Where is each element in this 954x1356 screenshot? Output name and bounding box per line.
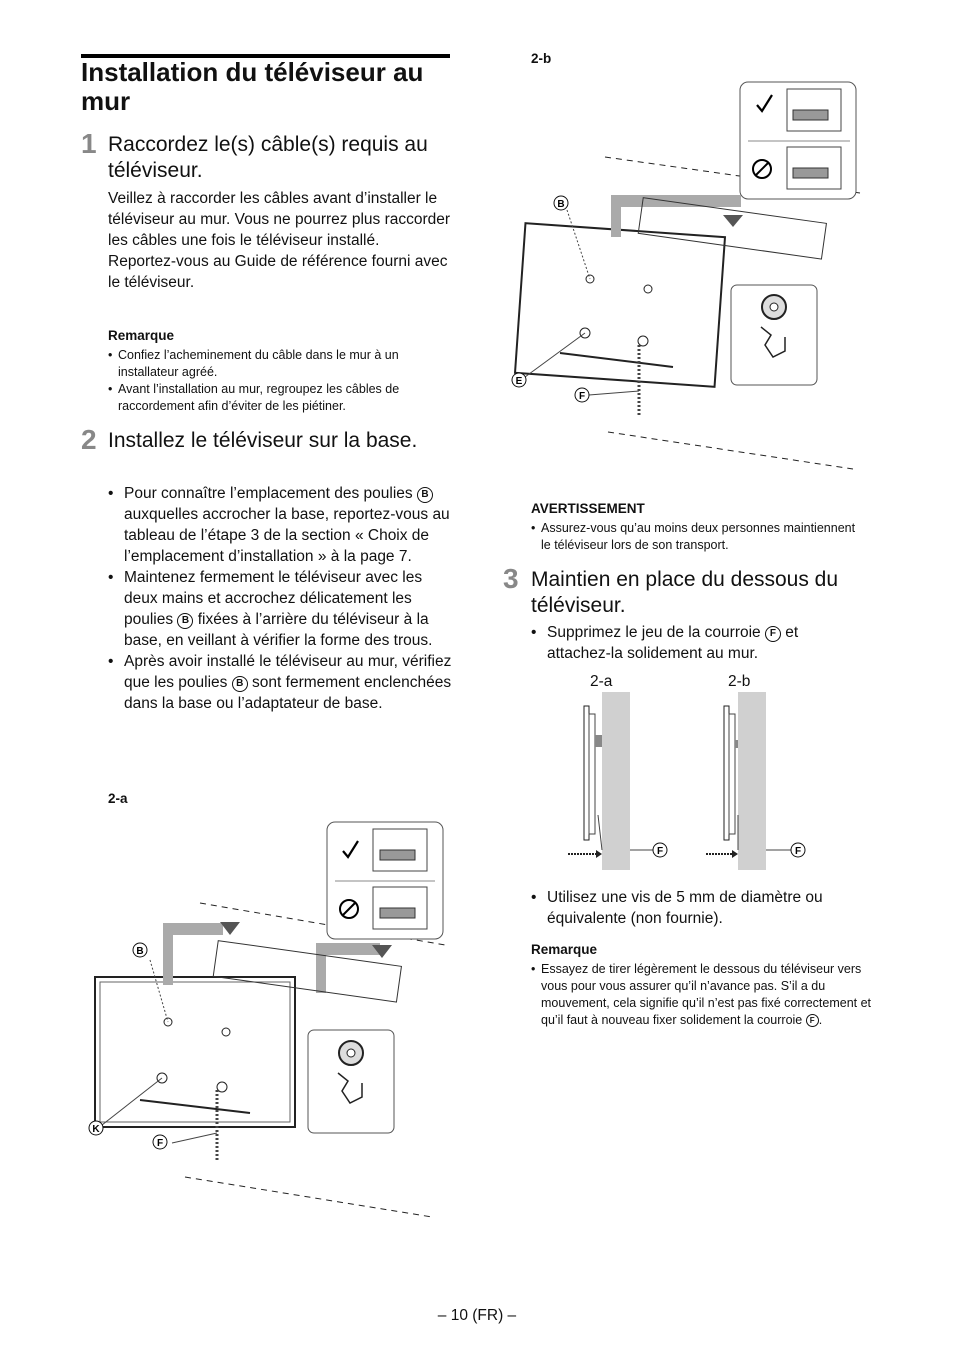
letter-f-badge: F [806, 1014, 819, 1027]
side-view-label-2b: 2-b [728, 673, 751, 690]
callout-f: F [578, 391, 586, 402]
letter-b-badge: B [177, 613, 193, 629]
callout-f: F [156, 1138, 164, 1149]
step-3-note-item: • Essayez de tirer légèrement le dessous du téléviseur vers vous pour vous assurer qu’il n’avance pas. S’il a du mouvement, cela signifie qu’il n’est pas fixé correctement et qu’il faut à nouveau fixer solidement la courroie F . [531, 961, 873, 1029]
figure-2b-illustration [505, 75, 870, 475]
callout-k: K [92, 1124, 100, 1135]
side-view-label-2a: 2-a [590, 673, 613, 690]
step-1-text-2: Reportez-vous au Guide de référence fourni avec le téléviseur. [108, 253, 448, 291]
step-2-bullet-3: • Après avoir installé le téléviseur au mur, vérifiez que les poulies B sont fermement enclenchées dans la base ou l’adaptateur de base. [108, 651, 453, 714]
callout-f: F [656, 846, 664, 857]
step-3-bullet-list-1 [531, 622, 856, 664]
warning-item: • Assurez-vous qu’au moins deux personnes maintiennent le téléviseur lors de son transport. [531, 520, 861, 554]
warning-list [531, 520, 861, 554]
figure-2a-illustration [80, 815, 455, 1225]
callout-b: B [557, 199, 565, 210]
step-2-bullet-1: • Pour connaître l’emplacement des poulies B auxquelles accrocher la base, reportez-vous au tableau de l’étape 3 de la section « Choix de l’emplacement d’installation » à la page 7. [108, 483, 453, 567]
step-1-body [108, 188, 453, 293]
step-1-note-item: • Avant l’installation au mur, regroupez les câbles de raccordement afin d’éviter de les piétiner. [108, 381, 448, 415]
figure-2b-label: 2-b [531, 51, 552, 66]
letter-f-badge: F [765, 626, 781, 642]
letter-b-badge: B [232, 676, 248, 692]
step-1-note-item: • Confiez l’acheminement du câble dans le mur à un installateur agréé. [108, 347, 448, 381]
step-1-number: 1 [81, 128, 97, 159]
callout-f: F [794, 846, 802, 857]
step-1-note-title: Remarque [108, 328, 175, 343]
step-2-number: 2 [81, 424, 97, 455]
step-1-text-1: Veillez à raccorder les câbles avant d’installer le téléviseur au mur. Vous ne pourrez plus raccorder les câbles une fois le téléviseur installé. [108, 190, 451, 249]
step-1-notes [108, 347, 448, 415]
step-3-heading: Maintien en place du dessous du téléviseur. [531, 568, 839, 617]
letter-b-badge: B [417, 487, 433, 503]
warning-title: AVERTISSEMENT [531, 501, 645, 516]
step-3-notes [531, 961, 873, 1029]
step-2-bullet-2: • Maintenez fermement le téléviseur avec les deux mains et accrochez délicatement les poulies B fixées à l’arrière du téléviseur à la base, en veillant à vérifier la forme des trous. [108, 567, 453, 651]
step-1-heading: Raccordez le(s) câble(s) requis au téléviseur. [108, 133, 428, 182]
side-view-illustration [560, 690, 820, 875]
callout-e: E [515, 376, 523, 387]
step-3-bullet-list-2 [531, 887, 866, 929]
figure-2a-label: 2-a [108, 791, 128, 806]
step-2-heading: Installez le téléviseur sur la base. [108, 429, 418, 452]
page-title: Installation du téléviseur au mur [81, 57, 424, 116]
callout-b: B [136, 946, 144, 957]
step-3-bullet-2: • Utilisez une vis de 5 mm de diamètre ou équivalente (non fournie). [531, 887, 866, 929]
step-3-note-title: Remarque [531, 942, 598, 957]
page-footer: – 10 (FR) – [437, 1307, 517, 1324]
step-3-number: 3 [503, 563, 519, 594]
step-2-bullets [108, 483, 453, 714]
step-3-bullet-1: • Supprimez le jeu de la courroie F et attachez-la solidement au mur. [531, 622, 856, 664]
